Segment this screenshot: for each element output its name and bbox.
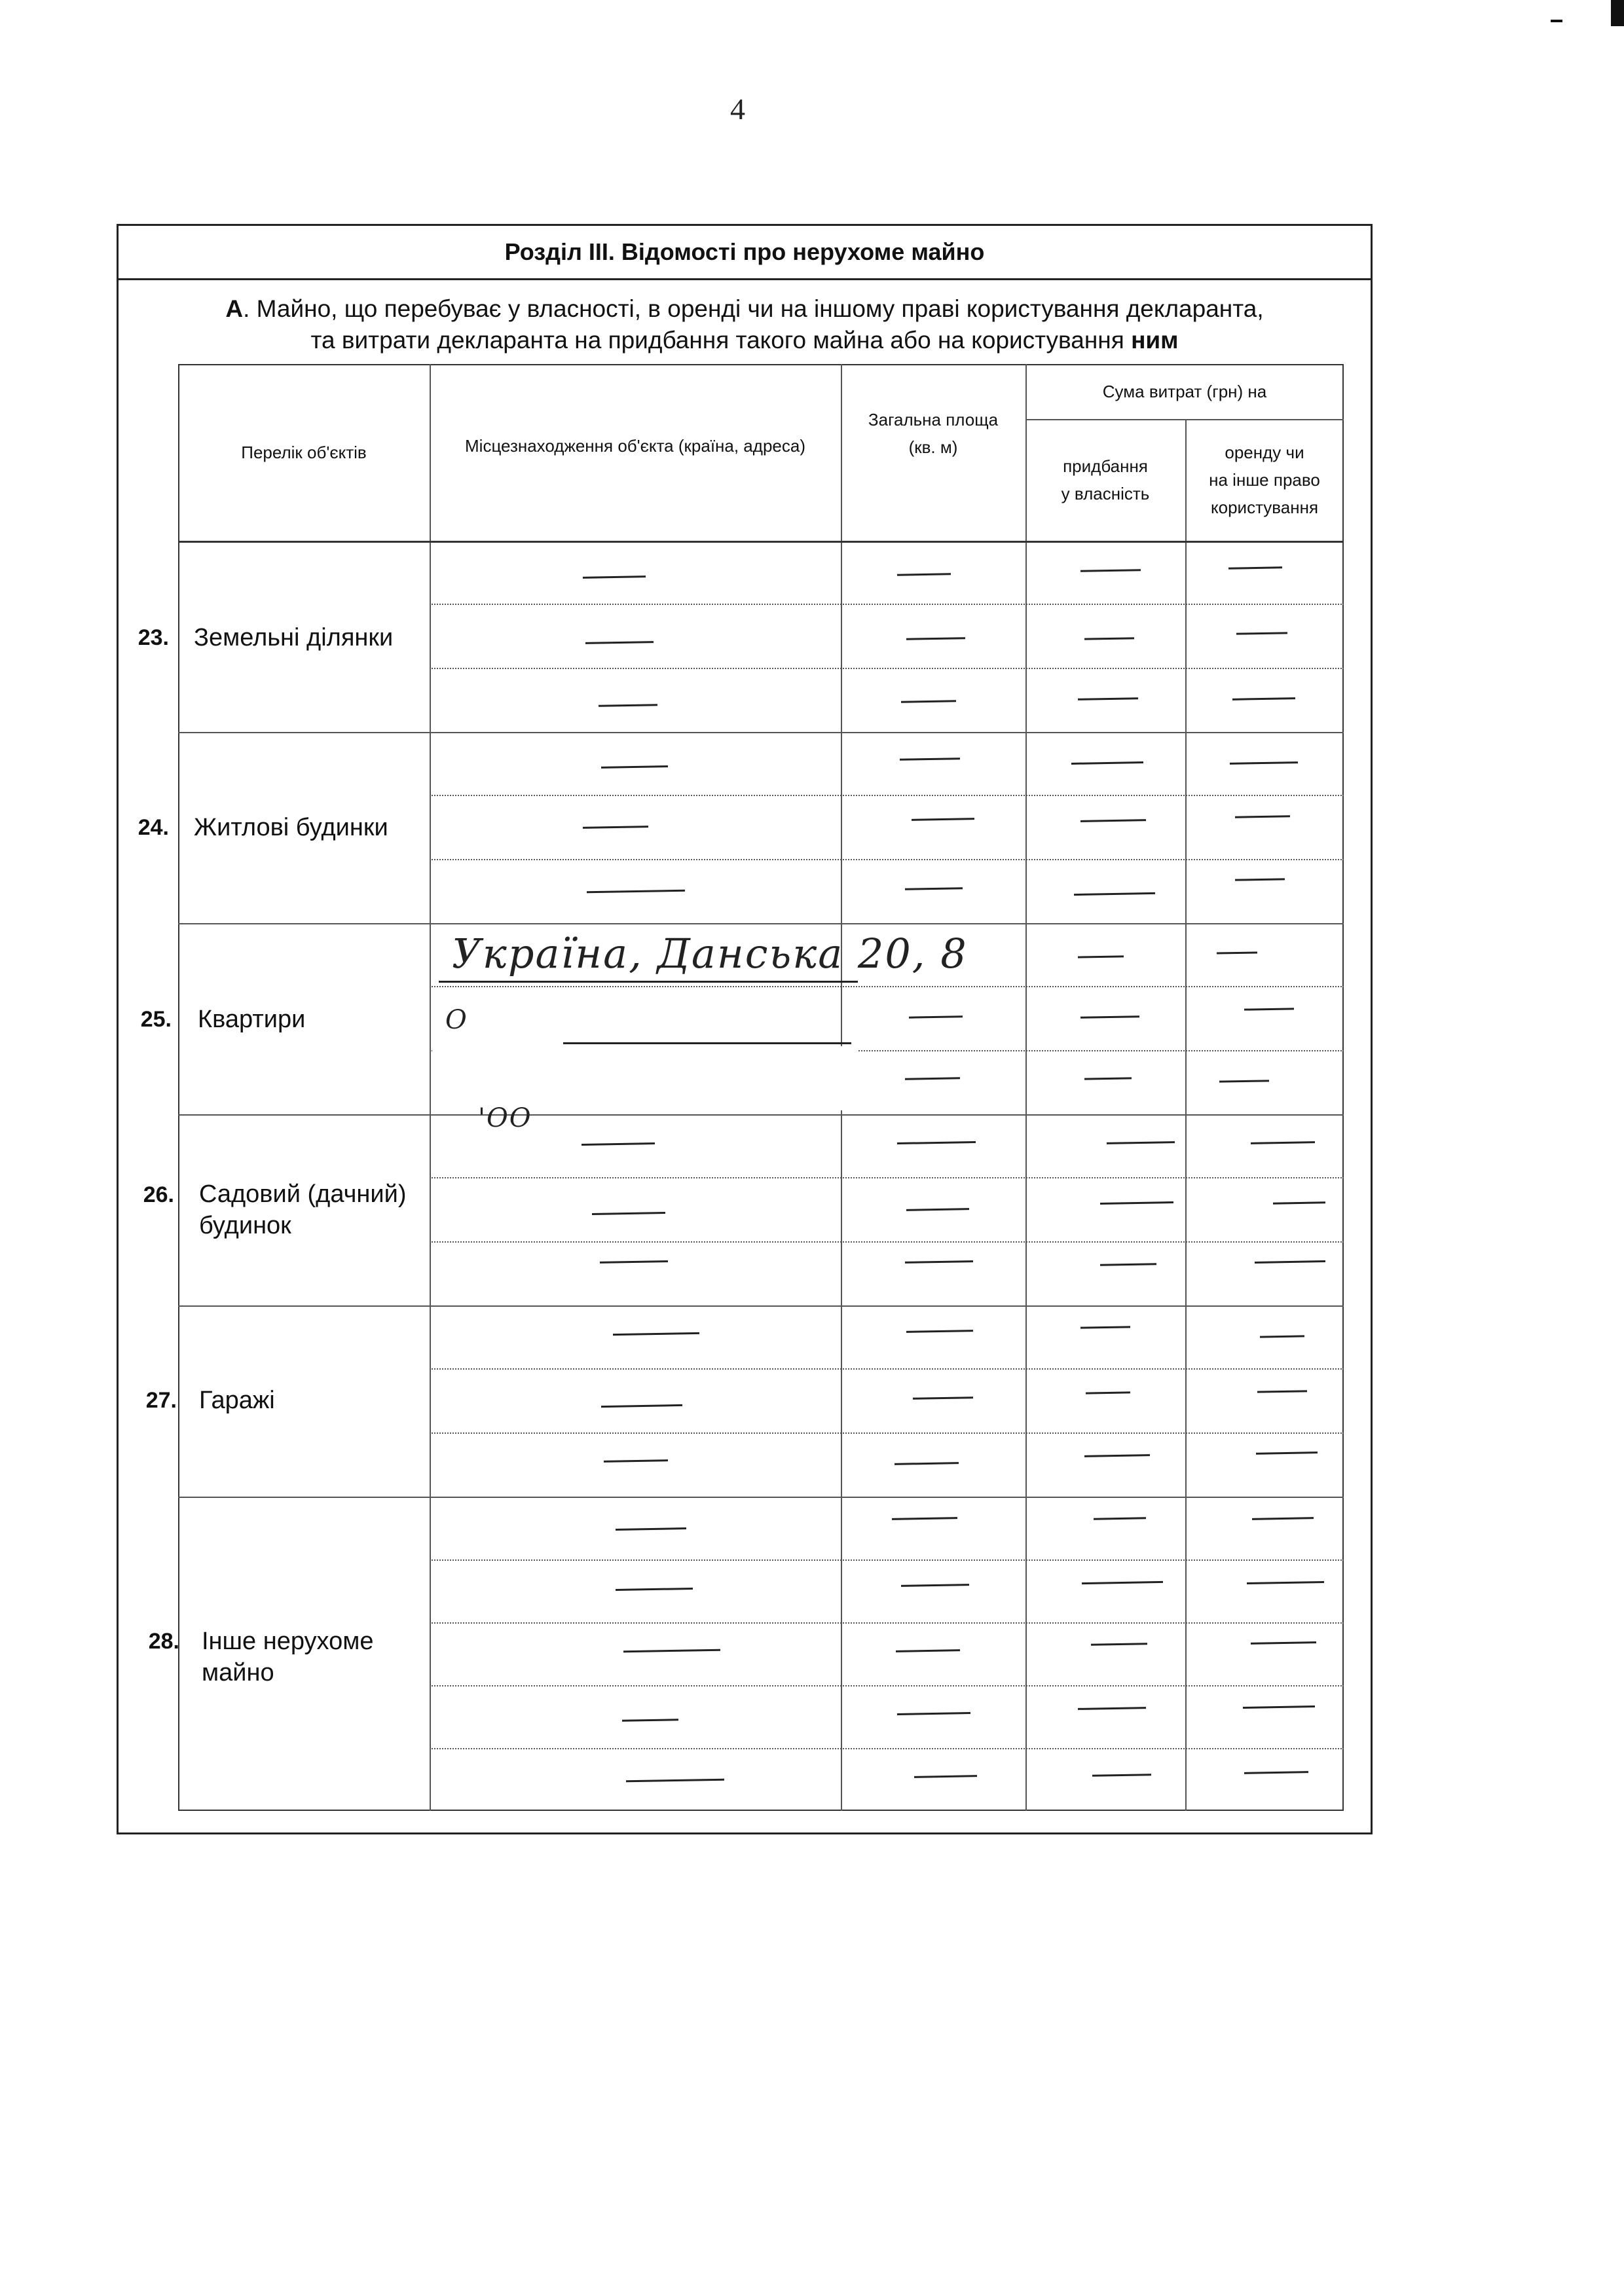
redacted-area [432,1046,858,1110]
group-divider-27 [178,1497,1344,1498]
header-rent-line1: оренду чи [1225,443,1304,462]
row-label-houses: Житлові будинки [194,814,388,841]
header-purchase-line1: придбання [1063,456,1148,476]
sub-row [430,859,1344,860]
subtitle-line2-bold: ним [1131,327,1179,354]
row-number-27: 27. [145,1388,177,1413]
sub-row [430,1559,1344,1561]
row-number-23: 23. [138,625,169,650]
row-number-25: 25. [140,1007,172,1032]
sub-row [430,1241,1344,1243]
group-divider-25 [178,1114,1344,1116]
handwritten-underline-2 [563,1042,851,1044]
sub-row [430,795,1344,796]
row-label-other-property: Інше нерухоме майно [202,1628,374,1686]
header-rent-line2: на інше право [1209,470,1320,490]
sub-row [430,1432,1344,1434]
row-label-apartments: Квартири [198,1006,306,1033]
header-purchase [1025,419,1185,541]
group-divider-26 [178,1305,1344,1307]
row-number-28: 28. [148,1629,179,1654]
header-expenses: Сума витрат (грн) на [1102,382,1267,401]
handwritten-fragment: 'ОО [478,1103,532,1133]
sub-row [430,1177,1344,1178]
group-divider-24 [178,923,1344,924]
header-objects: Перелік об'єктів [241,443,367,462]
row-label-land: Земельні ділянки [194,624,394,651]
row-label-summer-house: Садовий (дачний) будинок [199,1180,407,1239]
subtitle [117,293,1373,356]
subtitle-prefix: А [225,295,244,322]
header-rent [1185,419,1344,541]
sub-row [430,1622,1344,1624]
header-area-line1: Загальна площа [868,410,999,429]
header-area [841,406,1025,461]
handwritten-underline [439,981,858,983]
header-purchase-line2: у власність [1061,484,1150,503]
row-label-garages: Гаражі [199,1387,275,1414]
sub-row [430,1368,1344,1370]
col-divider-3 [1025,364,1027,1811]
sub-row [430,986,1344,987]
sub-row [430,604,1344,605]
group-divider-23 [178,732,1344,733]
subtitle-line2-text: та витрати декларанта на придбання такого майна або на користування [310,327,1132,354]
subtitle-line1 [117,293,1373,325]
header-area-line2: (кв. м) [908,437,958,457]
sub-row [430,1685,1344,1686]
scan-mark [1551,20,1562,22]
page-number: 4 [730,92,745,126]
sub-row [430,668,1344,669]
sub-row [430,1748,1344,1749]
handwritten-continuation: О [445,1005,468,1035]
row-number-26: 26. [143,1182,174,1207]
col-divider-1 [430,364,431,1811]
header-rent-line3: користування [1210,498,1319,517]
handwritten-address: Україна, Данська 20, 8 [452,930,968,977]
section-title: Розділ III. Відомості про нерухоме майно [117,226,1373,280]
header-location: Місцезнаходження об'єкта (країна, адреса) [465,436,805,456]
scan-edge-mark [1611,0,1624,26]
row-number-24: 24. [138,815,169,840]
header-bottom [178,541,1344,543]
subtitle-line2 [117,325,1373,356]
subtitle-line1-text: . Майно, що перебуває у власності, в оренді чи на іншому праві користування декларанта, [243,295,1264,322]
